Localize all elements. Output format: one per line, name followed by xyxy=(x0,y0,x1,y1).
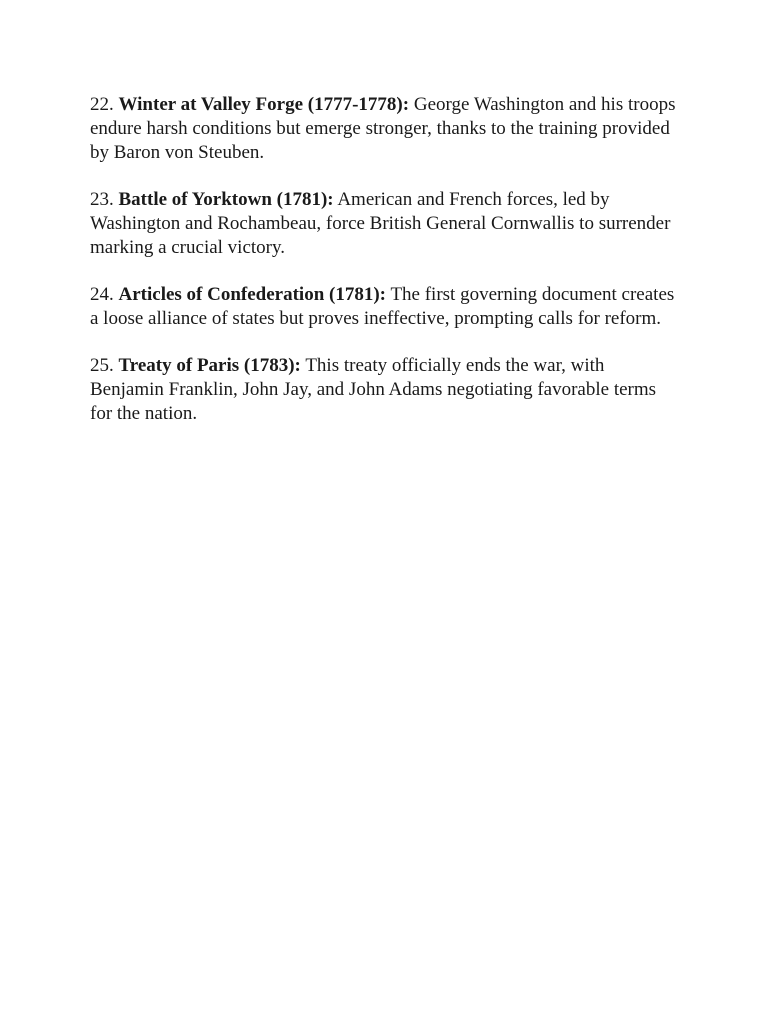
entry-text: This treaty officially ends the war, with Benjamin Franklin, John Jay, and John Adams negotiating favorable terms for the nation. xyxy=(90,355,657,424)
entry-title: Battle of Yorktown (1781): xyxy=(118,189,334,210)
entry-text: George Washington and his troops endure harsh conditions but emerge stronger, thanks to the training provided by Baron von Steuben. xyxy=(90,94,676,163)
entry-number: 22. xyxy=(90,94,114,115)
entry-text: The first governing document creates a loose alliance of states but proves ineffective, prompting calls for reform. xyxy=(90,284,675,329)
entry-yorktown xyxy=(90,188,680,260)
entry-valley-forge xyxy=(90,93,680,165)
entry-title: Articles of Confederation (1781): xyxy=(118,284,387,305)
entry-number: 23. xyxy=(90,189,114,210)
entry-articles-of-confederation xyxy=(90,283,680,331)
entry-title: Winter at Valley Forge (1777-1778): xyxy=(118,94,410,115)
entry-title: Treaty of Paris (1783): xyxy=(118,355,301,376)
entry-treaty-of-paris xyxy=(90,354,680,426)
entry-number: 25. xyxy=(90,355,114,376)
entry-text: American and French forces, led by Washington and Rochambeau, force British General Cornwallis to surrender marking a crucial victory. xyxy=(90,189,671,258)
entry-number: 24. xyxy=(90,284,114,305)
document-page xyxy=(90,93,680,449)
